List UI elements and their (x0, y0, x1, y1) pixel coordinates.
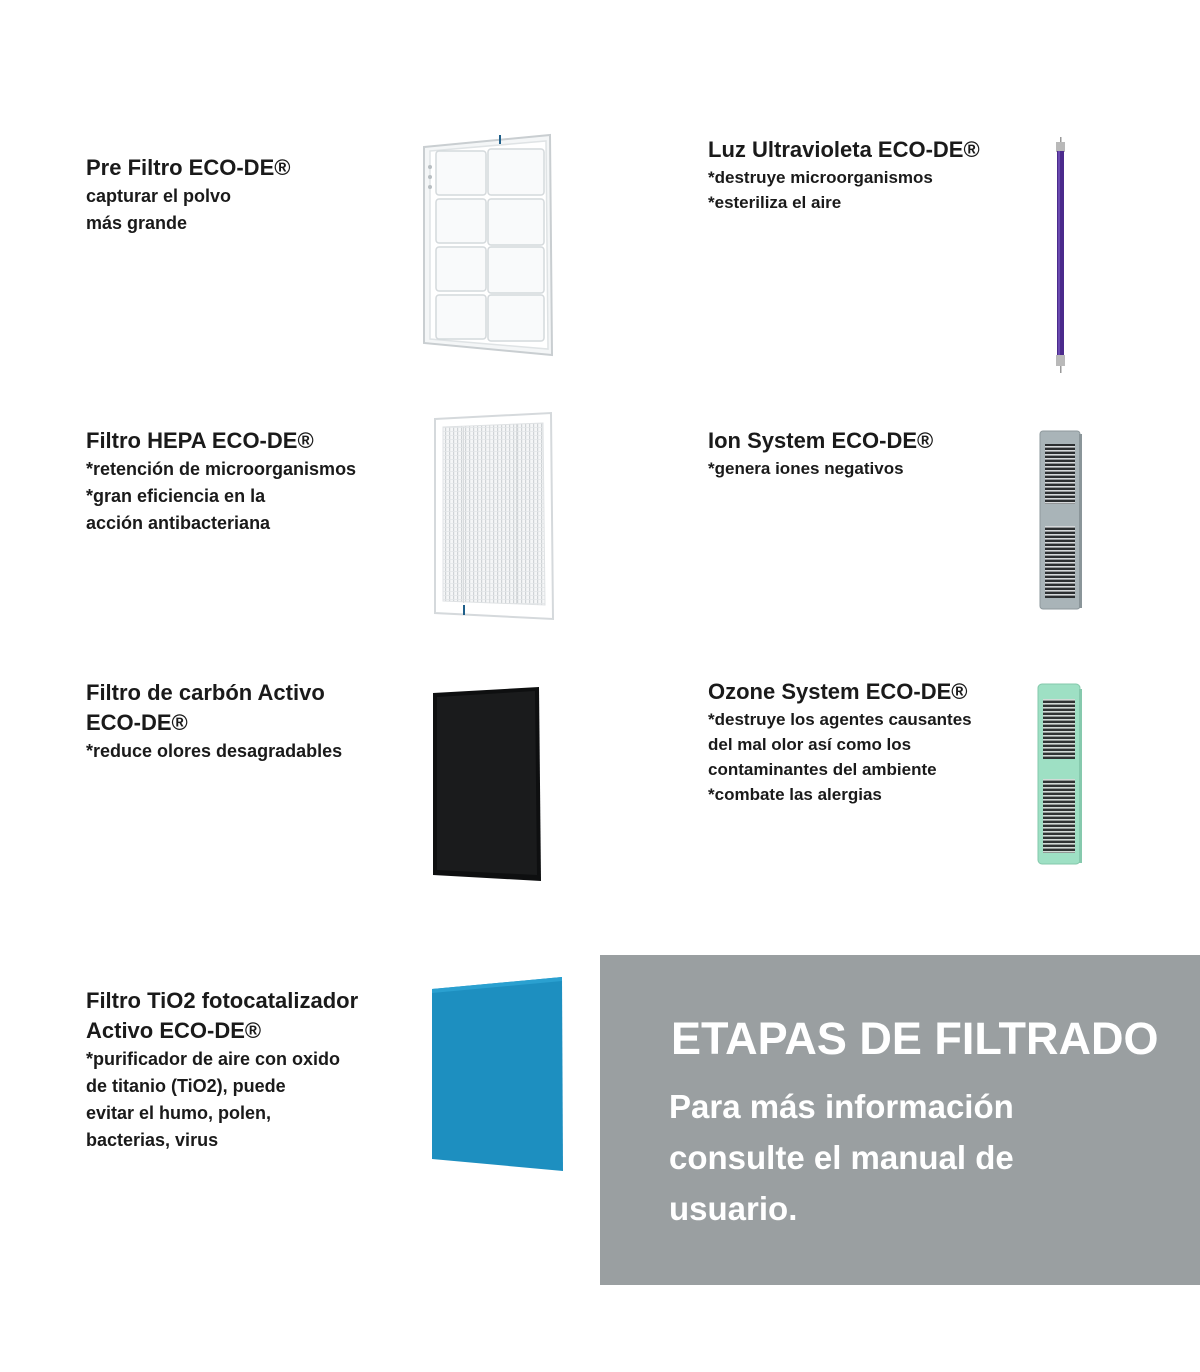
filter-title (708, 135, 980, 165)
text-line: del mal olor así como los (708, 735, 912, 754)
text-line: Pre Filtro ECO-DE® (86, 155, 291, 180)
text-line: consulte el manual de (669, 1139, 1014, 1176)
filter-description (708, 707, 972, 807)
text-line: usuario. (669, 1190, 798, 1227)
text-line: *esteriliza el aire (708, 193, 842, 212)
text-line: de titanio (TiO2), puede (86, 1076, 286, 1096)
filter-title (708, 426, 933, 456)
filter-description (86, 183, 290, 237)
carbon-filter-image (431, 685, 543, 883)
panel-text (669, 1081, 1014, 1234)
text-line: capturar el polvo (86, 186, 232, 206)
text-line: *destruye microorganismos (708, 168, 933, 187)
ozone-module-image (1037, 683, 1083, 867)
filter-ion (708, 426, 933, 481)
text-line: *purificador de aire con oxido (86, 1049, 341, 1069)
text-line: Ozone System ECO-DE® (708, 679, 968, 704)
uv-lamp-image (1053, 137, 1069, 373)
hepa-filter-image (433, 411, 555, 621)
text-line: contaminantes del ambiente (708, 760, 937, 779)
filter-description (708, 165, 980, 215)
text-line: acción antibacteriana (86, 513, 271, 533)
text-line: *genera iones negativos (708, 459, 904, 478)
text-line: *combate las alergias (708, 785, 882, 804)
tio2-filter-image (430, 975, 565, 1173)
text-line: bacterias, virus (86, 1130, 219, 1150)
filter-carbon (86, 678, 342, 765)
text-line: Filtro TiO2 fotocatalizador (86, 988, 359, 1013)
text-line: *retención de microorganismos (86, 459, 357, 479)
text-line: ECO-DE® (86, 710, 188, 735)
filter-uv (708, 135, 980, 215)
text-line: evitar el humo, polen, (86, 1103, 272, 1123)
text-line: más grande (86, 213, 188, 233)
filter-title (86, 986, 358, 1046)
filter-title (86, 426, 356, 456)
text-line: Activo ECO-DE® (86, 1018, 262, 1043)
filter-description (86, 1046, 358, 1154)
filter-title (708, 677, 972, 707)
text-line: Luz Ultravioleta ECO-DE® (708, 137, 980, 162)
text-line: Filtro de carbón Activo (86, 680, 325, 705)
filter-title (86, 153, 290, 183)
text-line: Filtro HEPA ECO-DE® (86, 428, 314, 453)
text-line: *gran eficiencia en la (86, 486, 266, 506)
ion-module-image (1039, 430, 1083, 612)
filter-description (86, 738, 342, 765)
pre-filter-image (422, 133, 554, 358)
filter-description (86, 456, 356, 537)
filter-description (708, 456, 933, 481)
filter-pre (86, 153, 290, 237)
text-line: *destruye los agentes causantes (708, 710, 972, 729)
filter-title (86, 678, 342, 738)
text-line: Ion System ECO-DE® (708, 428, 934, 453)
filter-tio2 (86, 986, 358, 1154)
text-line: *reduce olores desagradables (86, 741, 343, 761)
filter-ozone (708, 677, 972, 807)
filter-hepa (86, 426, 356, 537)
text-line: Para más información (669, 1088, 1014, 1125)
info-panel (600, 955, 1200, 1285)
panel-title: ETAPAS DE FILTRADO (671, 1013, 1159, 1064)
